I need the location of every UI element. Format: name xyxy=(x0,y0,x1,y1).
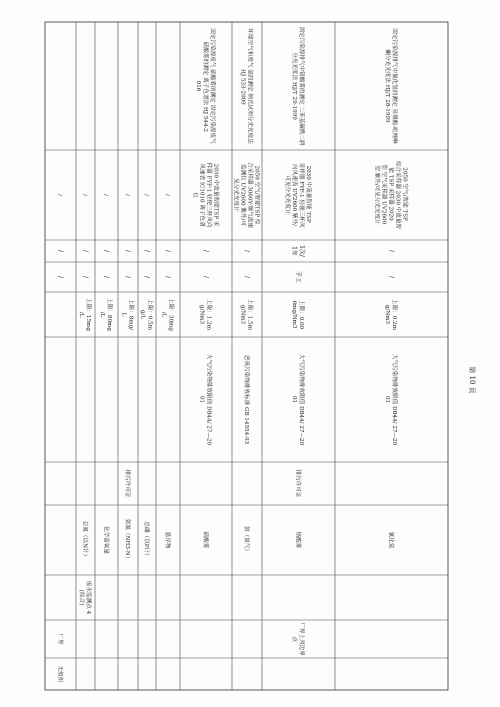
table-cell-text xyxy=(295,470,303,498)
cell-line: 恶臭污染物排放标准 GB 14554-93 xyxy=(243,354,250,445)
cell-line: 样器 FYF-1 轻便三杯风向 xyxy=(205,162,212,228)
cell-line: 铬酸雾 xyxy=(294,531,301,549)
cell-line: / xyxy=(81,194,88,196)
page-number: 第 10 页 xyxy=(468,366,476,394)
cell-line: 监测仪 UV2600 紫外/可 xyxy=(239,164,246,226)
table-cell-text xyxy=(284,163,313,228)
cell-line: 1次/ xyxy=(298,245,306,257)
table-cell-text xyxy=(124,250,131,253)
cell-line: 无组织 xyxy=(56,665,63,683)
table-cell-text xyxy=(99,298,114,331)
cell-line: / xyxy=(56,275,64,279)
cell-line: g/Nm3 xyxy=(384,304,391,325)
table-cell-text xyxy=(387,276,394,279)
table-cell-text xyxy=(164,532,172,549)
cell-line: 型 紫外/可见分光光度计 xyxy=(373,165,380,225)
cell-line: 氨（氨气） xyxy=(243,526,250,554)
cell-line: 上限：80mg xyxy=(106,298,113,331)
table-cell-text xyxy=(82,521,90,559)
table-cell-text xyxy=(243,526,251,554)
cell-line: 大气污染物排放限值 DB44/ 27—20 xyxy=(298,353,305,446)
table-cell-text xyxy=(124,276,131,279)
cell-line: 排污许可证 xyxy=(124,469,131,498)
cell-line: 分光光度法 HJ/T 29-1999 xyxy=(291,52,298,120)
cell-line: 大气污染物排放限值 DB44/ 27—20 xyxy=(391,353,398,446)
table-cell-text xyxy=(374,161,410,230)
table-cell-text xyxy=(243,250,250,253)
table-cell-text xyxy=(82,194,88,196)
cell-line: / xyxy=(124,194,131,196)
table-cell-text xyxy=(164,250,171,253)
cell-line: 环境空气和废气 氨的测定 纳氏试剂分光光度法 xyxy=(246,28,253,144)
cell-line: 可见分光光度计 xyxy=(284,175,291,215)
cell-line: /L xyxy=(78,311,85,318)
cell-line: / xyxy=(201,249,209,253)
cell-line: 总氮（以N计） xyxy=(81,520,88,560)
table-cell-text xyxy=(57,633,65,645)
cell-line: / xyxy=(102,275,110,279)
cell-line: g/L xyxy=(139,309,146,320)
table-cell-text xyxy=(102,276,109,279)
table-cell-text xyxy=(240,299,255,331)
table-cell-text xyxy=(103,194,109,196)
table-cell-text xyxy=(102,250,109,253)
table-cell-text xyxy=(143,194,149,196)
cell-line: 2050 空气/智能TSP 综 xyxy=(253,165,260,225)
table-cell-text xyxy=(140,299,155,331)
cell-line: HJ 533-2009 xyxy=(239,67,246,105)
cell-line: /L xyxy=(99,311,106,318)
cell-line: 总磷（以P计） xyxy=(143,521,150,559)
cell-line: 01 xyxy=(384,395,391,404)
cell-line: 上限：0.2m xyxy=(391,299,398,330)
table-cell-text xyxy=(121,299,136,330)
cell-line: 硫酸雾 xyxy=(202,531,209,549)
table-cell-text xyxy=(143,521,151,558)
table-cell-text xyxy=(294,271,302,283)
cell-line: 1年 xyxy=(290,246,298,256)
cell-line: g/Nm3 xyxy=(198,304,205,325)
cell-line: L xyxy=(120,312,127,317)
table-cell-text xyxy=(388,532,396,549)
cell-line: / xyxy=(102,249,110,253)
table-cell-text xyxy=(291,26,306,146)
table-cell-text xyxy=(295,532,303,549)
cell-line: / xyxy=(142,249,150,253)
cell-line: 016 xyxy=(195,80,202,92)
cell-line: / xyxy=(387,249,395,253)
cell-line: 悬浮物 xyxy=(164,531,171,549)
cell-line: / xyxy=(242,249,250,253)
cell-line: / xyxy=(164,194,171,196)
table-cell-text xyxy=(384,299,399,331)
cell-line: 厂界上风边界 xyxy=(298,622,305,656)
cell-line: 2030 中流量智能TSP 采 xyxy=(212,163,219,227)
table-cell-text xyxy=(78,298,93,331)
table-cell-text xyxy=(57,194,63,196)
cell-line: / xyxy=(56,194,63,196)
cell-line: / xyxy=(81,275,89,279)
table-cell-text xyxy=(240,28,255,144)
cell-line: 上限：15mg xyxy=(85,298,92,331)
table-cell-text xyxy=(291,245,307,258)
table-cell-text xyxy=(78,581,93,615)
table-cell-text xyxy=(124,470,132,498)
table-cell-text xyxy=(199,354,214,446)
cell-line: 合采样器 3060Y-爆气流速 xyxy=(246,162,253,228)
cell-line: / xyxy=(201,275,209,279)
cell-line: 型 空气采样器 UV2600 xyxy=(380,164,387,226)
table-cell-text xyxy=(124,519,132,562)
table-cell-text xyxy=(202,250,209,253)
cell-line: 6mg/Nm3 xyxy=(291,300,298,329)
cell-line: 氨氮（NH3-N） xyxy=(124,518,131,562)
cell-line: 仪 xyxy=(191,192,198,198)
cell-line: 固定污染源排气中铬酸雾的测定 二苯基碳酰二肼 xyxy=(298,26,305,146)
table-cell-text xyxy=(81,250,88,253)
cell-line: 2050 空气/智能 TSP xyxy=(401,167,408,223)
cell-line: / xyxy=(142,275,150,279)
cell-line: 废水监测点 4 xyxy=(85,580,92,615)
table-cell-text xyxy=(243,355,251,445)
table-cell-text xyxy=(202,532,210,549)
cell-line: / xyxy=(163,275,171,279)
cell-line: 硫酸雾的测定 离子色谱法 HJ 544-2 xyxy=(202,40,209,132)
cell-line: 采样器 FYF-1 轻便三杯风 xyxy=(298,162,305,228)
cell-line: / xyxy=(387,275,395,279)
cell-line: / xyxy=(123,249,131,253)
cell-line: 排污许可证 xyxy=(294,469,301,498)
table-cell-text xyxy=(384,354,399,446)
cell-line: / xyxy=(123,275,131,279)
table-cell-text xyxy=(81,276,88,279)
cell-line: / xyxy=(242,275,250,279)
table-cell-text xyxy=(195,28,217,144)
cell-line: 综合采样器 2030 中流量智 xyxy=(394,160,401,230)
cell-line: / xyxy=(102,194,109,196)
table-cell-text xyxy=(124,194,130,196)
monitoring-table xyxy=(45,22,448,690)
table-cell-text xyxy=(387,250,394,253)
cell-line: 厂界 xyxy=(56,633,63,645)
cell-line: 01 xyxy=(198,395,205,404)
cell-line: 大气污染物排放限值 DB44/ 27—20 xyxy=(205,353,212,446)
cell-line: 上限：1.5m xyxy=(246,299,253,330)
table-cell-text xyxy=(291,354,306,446)
cell-line: 上限：0.00 xyxy=(298,299,305,330)
table-cell-text xyxy=(143,276,150,279)
table-cell-text xyxy=(143,250,150,253)
cell-line: 化学需氧量 xyxy=(102,526,109,554)
table-cell-text xyxy=(103,526,111,554)
table-cell-text xyxy=(56,276,63,279)
cell-line: 上限：1.2m xyxy=(205,299,212,330)
cell-line: / xyxy=(56,249,64,253)
cell-line: 点 xyxy=(291,636,298,642)
cell-line: 上限：30mg xyxy=(167,298,174,331)
table-cell-text xyxy=(164,276,171,279)
cell-line: 氰化氢 xyxy=(387,531,394,549)
cell-line: 风速表 IC1010 离子色谱 xyxy=(198,163,205,227)
cell-line: 上限：8mg/ xyxy=(127,298,134,331)
table-cell-text xyxy=(192,163,221,228)
cell-line: g/Nm3 xyxy=(239,304,246,325)
table-cell-text xyxy=(291,300,306,330)
table-cell-text xyxy=(164,194,170,196)
table-cell-text xyxy=(243,276,250,279)
cell-line: 上限：0.5m xyxy=(146,299,153,330)
cell-line: 2030 中流量智能 TSP xyxy=(305,165,312,225)
table-cell-text xyxy=(57,666,65,683)
cell-line: / xyxy=(81,249,89,253)
cell-line: 酮分光光度法 HJ/T 28-1999 xyxy=(384,49,391,123)
cell-line: 固定污染源废气 硫酸雾的测定 固定污染源废气 xyxy=(209,28,216,144)
table-cell-text xyxy=(199,299,214,331)
cell-line: (综合) xyxy=(78,589,85,606)
table-cell-text xyxy=(161,298,176,331)
cell-line: / xyxy=(143,194,150,196)
cell-line: / xyxy=(163,249,171,253)
cell-line: 见分光光度计 xyxy=(232,178,239,212)
table-cell-text xyxy=(384,28,399,144)
cell-line: /L xyxy=(160,311,167,318)
table-cell-text xyxy=(202,276,209,279)
table-cell-text xyxy=(56,250,63,253)
cell-line: 固定污染源排气中氰化氢的测定 异烟酸-吡唑啉 xyxy=(391,28,398,144)
cell-line: 向风速表 UV2600 紫外/ xyxy=(291,164,298,226)
table-cell-text xyxy=(291,622,306,656)
cell-line: 01 xyxy=(291,395,298,404)
table-cell-text xyxy=(233,162,262,228)
cell-line: 手工 xyxy=(294,270,302,284)
cell-line: 能 TSP 采样器 2020 xyxy=(387,167,394,223)
